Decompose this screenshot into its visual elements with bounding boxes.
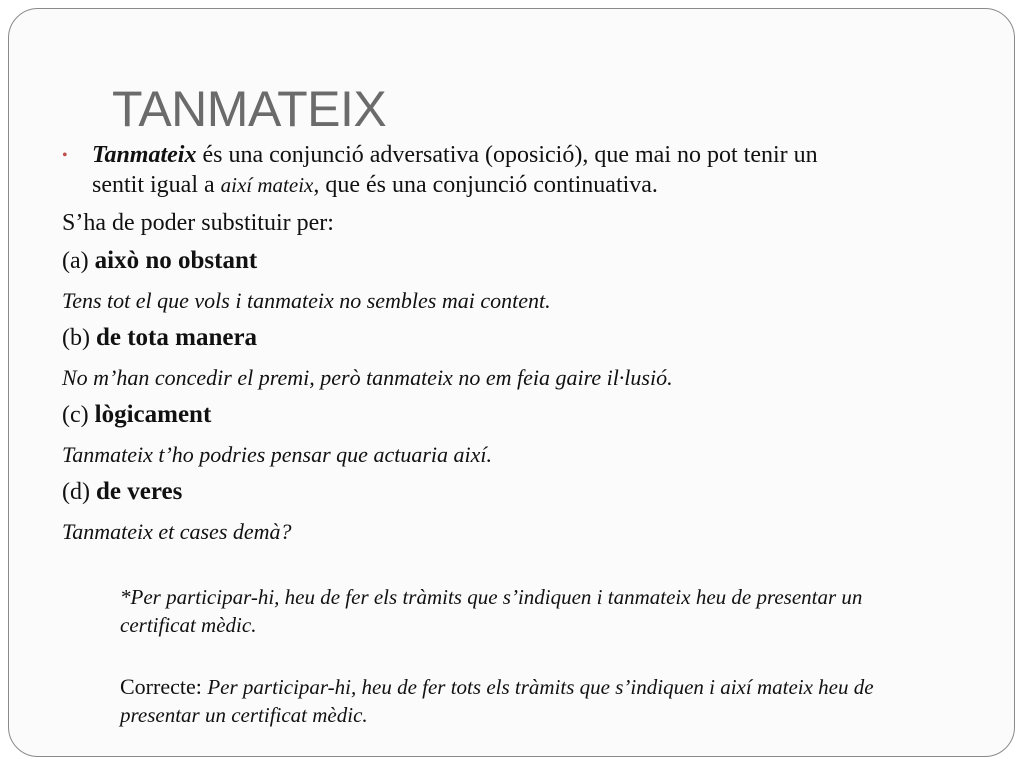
bullet-text-1: és una conjunció adversativa (oposició), que mai no pot tenir un: [196, 142, 818, 168]
bullet-line-2: [92, 170, 658, 200]
bullet-marker: •: [62, 147, 68, 164]
option-a: [62, 246, 257, 276]
option-a-example: Tens tot el que vols i tanmateix no sembles mai content.: [62, 288, 551, 313]
option-c-prefix: (c): [62, 402, 95, 428]
bullet-text-2: sentit igual a: [92, 172, 221, 198]
slide-title: TANMATEIX: [112, 81, 387, 137]
note-2-line-2: presentar un certificat mèdic.: [120, 703, 368, 727]
option-b: [62, 323, 257, 353]
option-b-label: de tota manera: [95, 324, 258, 351]
option-d-example: Tanmateix et cases demà?: [62, 519, 292, 544]
bullet-line-1: [92, 140, 818, 170]
option-c: [62, 400, 211, 430]
option-d-prefix: (d): [62, 479, 96, 505]
note-2-text-1: Per participar-hi, heu de fer tots els tràmits que s’indiquen i així mateix heu de: [207, 675, 874, 699]
option-d-label: de veres: [95, 478, 183, 505]
bullet-text-3: , que és una conjunció continuativa.: [313, 172, 658, 198]
intro-text: S’ha de poder substituir per:: [62, 210, 334, 236]
option-b-prefix: (b): [62, 325, 96, 351]
option-a-prefix: (a): [62, 248, 95, 274]
bullet-term: Tanmateix: [92, 142, 197, 168]
option-a-label: això no obstant: [94, 247, 258, 274]
option-b-example: No m’han concedir el premi, però tanmateix no em feia gaire il·lusió.: [62, 365, 673, 390]
note-1-line-2: certificat mèdic.: [120, 613, 257, 637]
note-2-prefix: Correcte:: [120, 674, 208, 699]
option-d: [62, 477, 182, 507]
bullet-term-2: així mateix: [220, 173, 314, 197]
note-1-line-1: *Per participar-hi, heu de fer els tràmits que s’indiquen i tanmateix heu de presentar un: [120, 585, 863, 609]
option-c-example: Tanmateix t’ho podries pensar que actuaria així.: [62, 442, 492, 467]
note-2-line-1: [120, 673, 874, 701]
option-c-label: lògicament: [94, 401, 212, 428]
